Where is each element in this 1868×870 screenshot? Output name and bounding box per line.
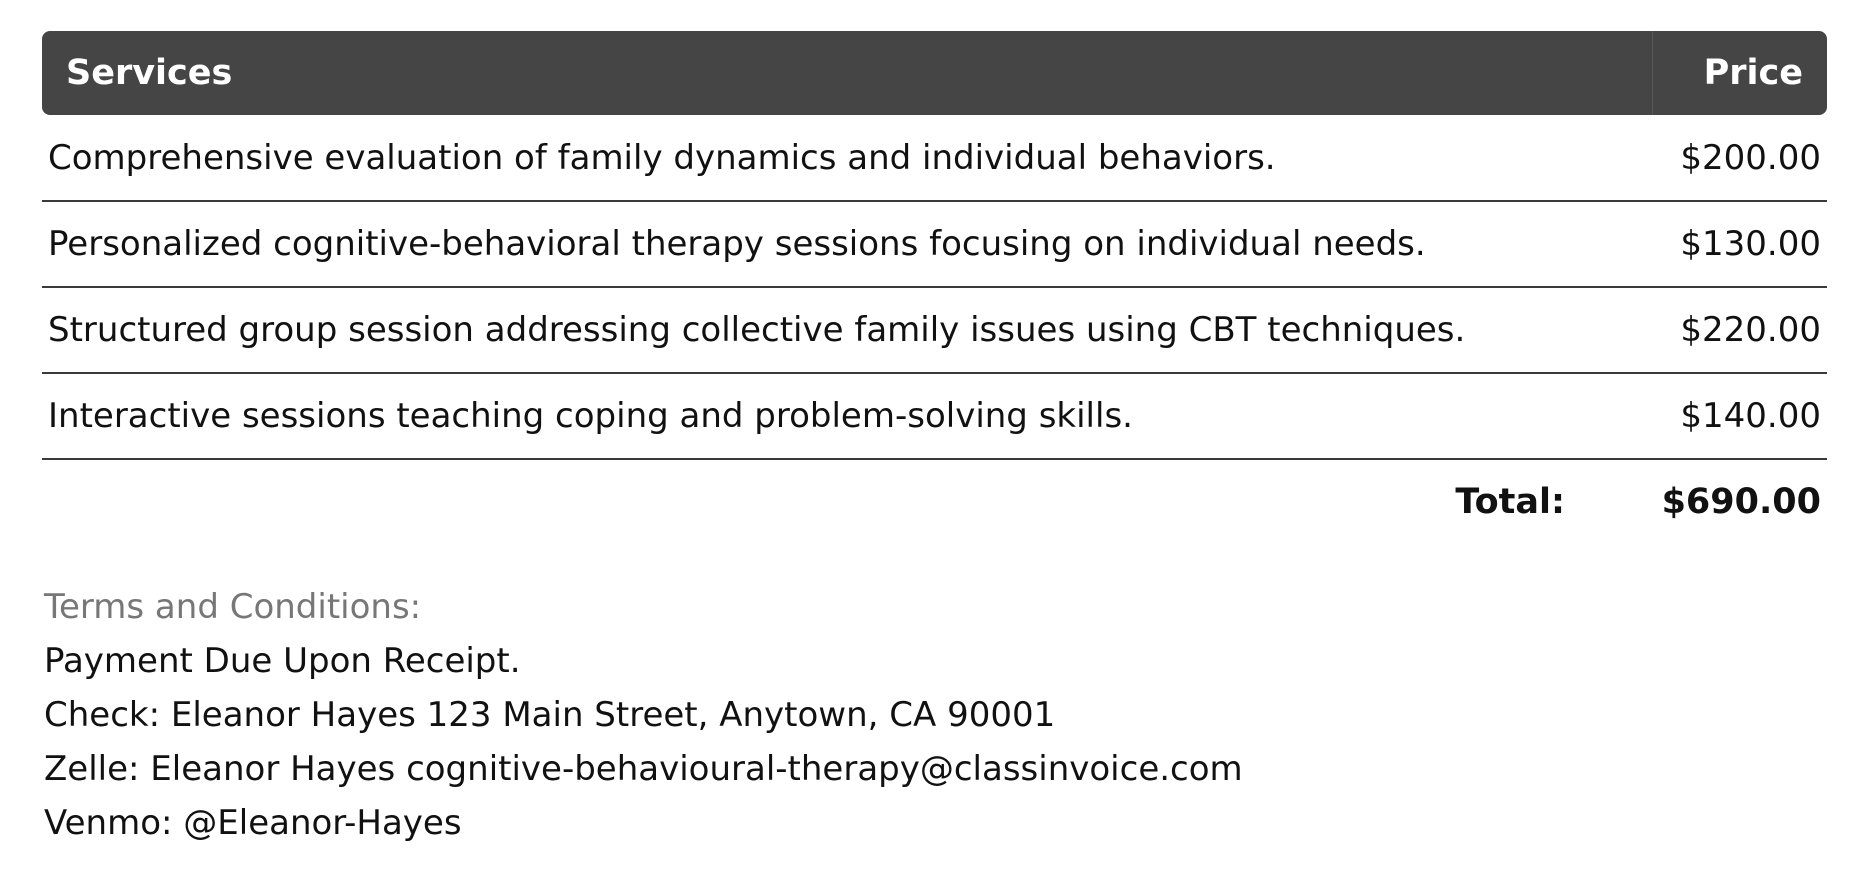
table-row [42, 287, 1827, 373]
table-row [42, 373, 1827, 459]
table-row [42, 115, 1827, 201]
service-price: $200.00 [1652, 115, 1827, 201]
total-row [42, 470, 1827, 534]
venmo-payment-line: Venmo: @Eleanor-Hayes [44, 803, 462, 843]
terms-heading: Terms and Conditions: [44, 587, 422, 627]
check-payment-line: Check: Eleanor Hayes 123 Main Street, Anytown, CA 90001 [44, 695, 1056, 735]
services-table [42, 31, 1827, 460]
payment-due-line: Payment Due Upon Receipt. [44, 641, 521, 681]
total-amount: $690.00 [1661, 482, 1821, 522]
service-price: $140.00 [1652, 373, 1827, 459]
service-description: Comprehensive evaluation of family dynamics and individual behaviors. [42, 115, 1652, 201]
price-column-header: Price [1652, 31, 1827, 115]
service-description: Personalized cognitive-behavioral therapy sessions focusing on individual needs. [42, 201, 1652, 287]
table-row [42, 201, 1827, 287]
terms-section [44, 580, 1243, 850]
total-label: Total: [1455, 482, 1565, 522]
services-column-header: Services [42, 31, 1652, 115]
service-price: $130.00 [1652, 201, 1827, 287]
zelle-payment-line: Zelle: Eleanor Hayes cognitive-behavioural-therapy@classinvoice.com [44, 749, 1243, 789]
service-price: $220.00 [1652, 287, 1827, 373]
service-description: Structured group session addressing collective family issues using CBT techniques. [42, 287, 1652, 373]
service-description: Interactive sessions teaching coping and problem-solving skills. [42, 373, 1652, 459]
table-header-row [42, 31, 1827, 115]
